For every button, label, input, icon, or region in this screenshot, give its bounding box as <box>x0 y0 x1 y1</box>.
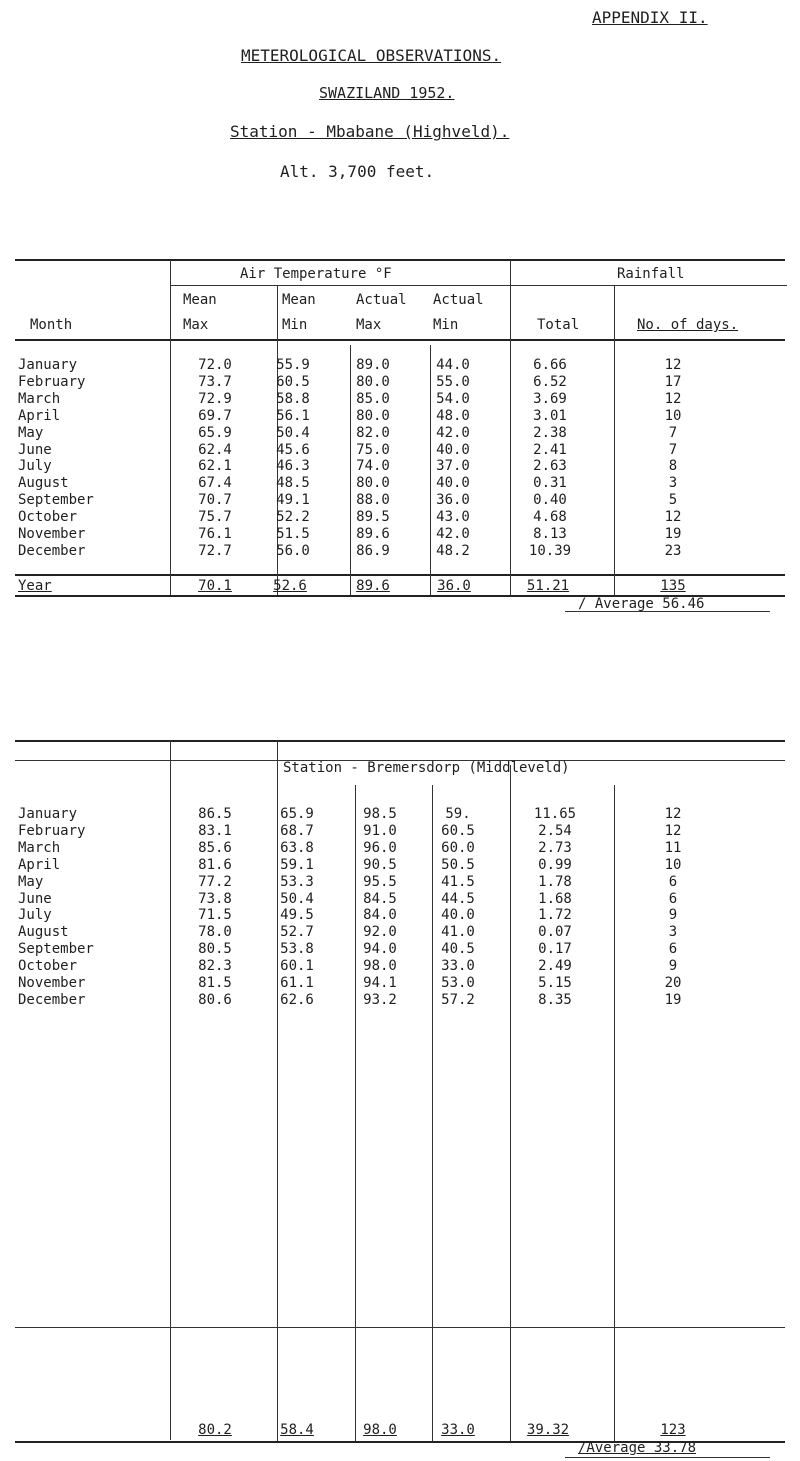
year-days: 135 <box>660 578 686 594</box>
cell-mean-min: 63.8 <box>280 839 314 856</box>
cell-actual-min: 43.0 <box>436 509 470 526</box>
cell-total: 8.13 <box>533 526 567 542</box>
header-total: Total <box>537 317 580 333</box>
cell-days: 7 <box>668 424 678 441</box>
total-rainfall: 39.32 <box>526 1422 570 1438</box>
cell-month: April <box>18 407 61 424</box>
cell-mean-max: 75.7 <box>198 509 232 526</box>
average-note: / Average 56.46 <box>578 596 705 612</box>
cell-mean-max: 78.0 <box>198 924 232 941</box>
cell-actual-min: 55.0 <box>436 373 470 390</box>
station-heading: Station - Mbabane (Highveld). <box>230 122 510 141</box>
cell-total: 11.65 <box>533 806 577 822</box>
cell-month: September <box>18 941 94 958</box>
cell-total: 2.38 <box>533 424 567 441</box>
cell-mean-max: 72.0 <box>198 357 232 373</box>
cell-days: 12 <box>664 806 682 822</box>
cell-month: June <box>18 441 52 458</box>
cell-days: 19 <box>664 991 682 1008</box>
cell-total: 5.15 <box>538 975 572 991</box>
header-actual-max: Actual <box>356 292 407 308</box>
cell-actual-max: 98.5 <box>363 806 397 822</box>
cell-mean-min: 49.1 <box>276 492 310 509</box>
total-actual-max: 98.0 <box>363 1422 397 1438</box>
cell-actual-min: 53.0 <box>441 975 475 991</box>
cell-days: 19 <box>664 526 682 542</box>
cell-total: 0.40 <box>533 492 567 509</box>
year-actual-max: 89.6 <box>356 578 390 594</box>
document-subtitle: SWAZILAND 1952. <box>319 84 455 102</box>
header-mean-min: Min <box>282 317 308 333</box>
cell-actual-min: 42.0 <box>436 526 470 542</box>
cell-mean-max: 65.9 <box>198 424 232 441</box>
cell-total: 6.52 <box>533 373 567 390</box>
cell-total: 4.68 <box>533 509 567 526</box>
cell-month: July <box>18 907 52 924</box>
cell-month: June <box>18 890 52 907</box>
header-mean-min: Mean <box>282 292 316 308</box>
cell-mean-min: 46.3 <box>276 458 310 475</box>
cell-month: August <box>18 475 69 492</box>
cell-days: 17 <box>664 373 682 390</box>
cell-actual-max: 80.0 <box>356 373 390 390</box>
cell-actual-min: 60.0 <box>441 839 475 856</box>
cell-actual-max: 86.9 <box>356 542 390 559</box>
cell-mean-max: 82.3 <box>198 958 232 975</box>
cell-month: November <box>18 526 86 542</box>
cell-mean-min: 56.0 <box>276 542 310 559</box>
cell-mean-min: 61.1 <box>280 975 314 991</box>
cell-total: 1.72 <box>538 907 572 924</box>
year-total: 51.21 <box>526 578 570 594</box>
cell-mean-max: 72.9 <box>198 390 232 407</box>
header-mean-max: Mean <box>183 292 217 308</box>
cell-mean-min: 58.8 <box>276 390 310 407</box>
cell-month: February <box>18 373 86 390</box>
cell-mean-max: 80.5 <box>198 941 232 958</box>
total-mean-min: 58.4 <box>280 1422 314 1438</box>
cell-days: 3 <box>668 475 678 492</box>
cell-actual-min: 50.5 <box>441 856 475 873</box>
cell-mean-max: 81.5 <box>198 975 232 991</box>
cell-actual-max: 84.5 <box>363 890 397 907</box>
average-note: /Average 33.78 <box>578 1440 697 1456</box>
altitude-label: Alt. 3,700 feet. <box>280 162 435 181</box>
cell-days: 8 <box>668 458 678 475</box>
document-title: METEROLOGICAL OBSERVATIONS. <box>241 46 502 65</box>
cell-month: May <box>18 873 44 890</box>
cell-actual-min: 33.0 <box>441 958 475 975</box>
cell-days: 10 <box>664 856 682 873</box>
cell-days: 11 <box>664 839 682 856</box>
cell-days: 3 <box>668 924 678 941</box>
year-mean-min: 52.6 <box>273 578 307 594</box>
cell-actual-min: 42.0 <box>436 424 470 441</box>
cell-days: 6 <box>668 873 678 890</box>
cell-total: 1.78 <box>538 873 572 890</box>
cell-total: 0.07 <box>538 924 572 941</box>
cell-actual-max: 92.0 <box>363 924 397 941</box>
cell-days: 7 <box>668 441 678 458</box>
cell-actual-max: 88.0 <box>356 492 390 509</box>
cell-actual-max: 98.0 <box>363 958 397 975</box>
cell-total: 2.41 <box>533 441 567 458</box>
appendix-label: APPENDIX II. <box>592 8 708 27</box>
cell-month: May <box>18 424 44 441</box>
cell-actual-max: 89.5 <box>356 509 390 526</box>
cell-total: 2.49 <box>538 958 572 975</box>
cell-month: September <box>18 492 94 509</box>
cell-actual-max: 74.0 <box>356 458 390 475</box>
cell-mean-min: 50.4 <box>276 424 310 441</box>
cell-mean-min: 65.9 <box>280 806 314 822</box>
cell-actual-min: 48.0 <box>436 407 470 424</box>
cell-total: 0.31 <box>533 475 567 492</box>
station-bremersdorp-heading: Station - Bremersdorp (Middleveld) <box>283 760 570 776</box>
cell-month: March <box>18 390 61 407</box>
cell-actual-min: 60.5 <box>441 822 475 839</box>
cell-actual-min: 36.0 <box>436 492 470 509</box>
cell-days: 10 <box>664 407 682 424</box>
cell-mean-min: 53.3 <box>280 873 314 890</box>
cell-actual-max: 95.5 <box>363 873 397 890</box>
cell-days: 12 <box>664 357 682 373</box>
cell-total: 0.99 <box>538 856 572 873</box>
cell-actual-max: 94.1 <box>363 975 397 991</box>
cell-mean-min: 68.7 <box>280 822 314 839</box>
cell-days: 12 <box>664 509 682 526</box>
header-days: No. of days. <box>637 317 739 333</box>
cell-actual-max: 89.6 <box>356 526 390 542</box>
cell-actual-min: 41.5 <box>441 873 475 890</box>
cell-total: 8.35 <box>538 991 572 1008</box>
cell-actual-min: 41.0 <box>441 924 475 941</box>
cell-actual-min: 40.5 <box>441 941 475 958</box>
cell-mean-min: 49.5 <box>280 907 314 924</box>
cell-actual-min: 40.0 <box>441 907 475 924</box>
cell-actual-max: 93.2 <box>363 991 397 1008</box>
cell-mean-max: 71.5 <box>198 907 232 924</box>
cell-mean-max: 72.7 <box>198 542 232 559</box>
year-mean-max: 70.1 <box>198 578 232 594</box>
cell-mean-max: 73.8 <box>198 890 232 907</box>
cell-month: December <box>18 542 86 559</box>
cell-mean-min: 52.7 <box>280 924 314 941</box>
cell-mean-max: 80.6 <box>198 991 232 1008</box>
cell-month: October <box>18 958 78 975</box>
cell-days: 9 <box>668 958 678 975</box>
cell-mean-min: 51.5 <box>276 526 310 542</box>
cell-month: July <box>18 458 52 475</box>
cell-mean-min: 62.6 <box>280 991 314 1008</box>
cell-month: August <box>18 924 69 941</box>
cell-total: 2.73 <box>538 839 572 856</box>
cell-mean-max: 86.5 <box>198 806 232 822</box>
header-actual-max: Max <box>356 317 382 333</box>
cell-actual-min: 40.0 <box>436 441 470 458</box>
cell-mean-min: 59.1 <box>280 856 314 873</box>
total-days: 123 <box>660 1422 686 1438</box>
cell-total: 3.01 <box>533 407 567 424</box>
cell-actual-max: 96.0 <box>363 839 397 856</box>
cell-total: 2.63 <box>533 458 567 475</box>
cell-total: 3.69 <box>533 390 567 407</box>
cell-days: 12 <box>664 390 682 407</box>
cell-days: 6 <box>668 890 678 907</box>
cell-month: December <box>18 991 86 1008</box>
cell-mean-max: 67.4 <box>198 475 232 492</box>
cell-month: April <box>18 856 61 873</box>
cell-actual-max: 85.0 <box>356 390 390 407</box>
cell-mean-min: 56.1 <box>276 407 310 424</box>
cell-mean-min: 52.2 <box>276 509 310 526</box>
header-mean-max: Max <box>183 317 209 333</box>
cell-actual-max: 82.0 <box>356 424 390 441</box>
total-mean-max: 80.2 <box>198 1422 232 1438</box>
cell-actual-max: 89.0 <box>356 357 390 373</box>
cell-actual-min: 44.5 <box>441 890 475 907</box>
cell-total: 6.66 <box>533 357 567 373</box>
cell-actual-min: 54.0 <box>436 390 470 407</box>
cell-actual-max: 94.0 <box>363 941 397 958</box>
cell-mean-max: 69.7 <box>198 407 232 424</box>
cell-mean-min: 60.1 <box>280 958 314 975</box>
cell-mean-max: 62.4 <box>198 441 232 458</box>
cell-mean-min: 50.4 <box>280 890 314 907</box>
cell-actual-min: 44.0 <box>436 357 470 373</box>
cell-total: 0.17 <box>538 941 572 958</box>
header-air-temperature: Air Temperature °F <box>240 266 392 282</box>
cell-mean-max: 85.6 <box>198 839 232 856</box>
cell-month: March <box>18 839 61 856</box>
cell-month: November <box>18 975 86 991</box>
cell-mean-max: 62.1 <box>198 458 232 475</box>
cell-month: January <box>18 806 78 822</box>
cell-mean-max: 70.7 <box>198 492 232 509</box>
total-actual-min: 33.0 <box>441 1422 475 1438</box>
cell-mean-max: 81.6 <box>198 856 232 873</box>
cell-total: 1.68 <box>538 890 572 907</box>
cell-days: 20 <box>664 975 682 991</box>
header-month: Month <box>30 317 73 333</box>
cell-days: 9 <box>668 907 678 924</box>
year-actual-min: 36.0 <box>437 578 471 594</box>
cell-mean-max: 76.1 <box>198 526 232 542</box>
cell-month: October <box>18 509 78 526</box>
cell-actual-min: 37.0 <box>436 458 470 475</box>
header-rainfall: Rainfall <box>617 266 685 282</box>
cell-mean-max: 73.7 <box>198 373 232 390</box>
cell-actual-min: 57.2 <box>441 991 475 1008</box>
cell-days: 6 <box>668 941 678 958</box>
cell-total: 2.54 <box>538 822 572 839</box>
cell-month: January <box>18 357 78 373</box>
cell-actual-min: 59. <box>445 806 471 822</box>
cell-total: 10.39 <box>528 542 572 559</box>
cell-actual-max: 90.5 <box>363 856 397 873</box>
cell-actual-min: 40.0 <box>436 475 470 492</box>
cell-actual-min: 48.2 <box>436 542 470 559</box>
cell-mean-min: 45.6 <box>276 441 310 458</box>
header-actual-min: Actual <box>433 292 484 308</box>
cell-actual-max: 80.0 <box>356 475 390 492</box>
cell-mean-min: 48.5 <box>276 475 310 492</box>
cell-actual-max: 91.0 <box>363 822 397 839</box>
year-label: Year <box>18 578 52 594</box>
cell-mean-max: 77.2 <box>198 873 232 890</box>
cell-days: 12 <box>664 822 682 839</box>
header-actual-min: Min <box>433 317 459 333</box>
cell-mean-min: 53.8 <box>280 941 314 958</box>
cell-mean-min: 60.5 <box>276 373 310 390</box>
cell-month: February <box>18 822 86 839</box>
cell-mean-min: 55.9 <box>276 357 310 373</box>
cell-mean-max: 83.1 <box>198 822 232 839</box>
cell-days: 5 <box>668 492 678 509</box>
cell-actual-max: 84.0 <box>363 907 397 924</box>
cell-actual-max: 80.0 <box>356 407 390 424</box>
cell-actual-max: 75.0 <box>356 441 390 458</box>
cell-days: 23 <box>664 542 682 559</box>
